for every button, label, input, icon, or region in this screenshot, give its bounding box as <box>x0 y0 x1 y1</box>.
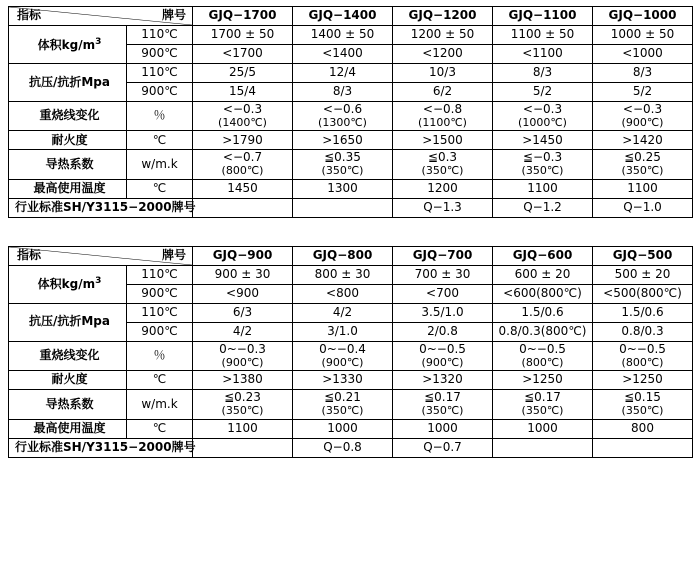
condition-cell: 110℃ <box>127 303 193 322</box>
value-cell <box>393 102 493 131</box>
header-model-cell: GJQ−500 <box>593 246 693 265</box>
value-cell: 1100 <box>593 179 693 198</box>
value-cell <box>593 102 693 131</box>
value-condition: (350℃) <box>221 404 264 418</box>
value-main: ≦0.15 <box>624 390 661 405</box>
header-index-label: 指标 <box>17 248 42 263</box>
value-cell: <1200 <box>393 45 493 64</box>
value-cell: 8/3 <box>493 64 593 83</box>
header-model-label: 牌号 <box>161 247 186 262</box>
header-corner-diagonal-cell <box>9 7 193 26</box>
value-cell: 5/2 <box>593 83 693 102</box>
value-cell <box>293 390 393 419</box>
property-name-cell: 重烧线变化 <box>9 341 127 370</box>
header-model-cell: GJQ−700 <box>393 246 493 265</box>
table-row <box>9 150 693 179</box>
header-model-cell: GJQ−1100 <box>493 7 593 26</box>
header-model-cell: GJQ−1400 <box>293 7 393 26</box>
value-cell: >1420 <box>593 131 693 150</box>
value-condition: (1400℃) <box>218 115 267 129</box>
standard-value-cell: Q−1.3 <box>393 198 493 217</box>
value-cell: 1200 <box>393 179 493 198</box>
value-cell: 3/1.0 <box>293 322 393 341</box>
value-cell: <1000 <box>593 45 693 64</box>
standard-value-cell <box>493 438 593 457</box>
value-cell: >1250 <box>493 371 593 390</box>
table-row <box>9 341 693 370</box>
standard-value-cell: Q−1.0 <box>593 198 693 217</box>
value-condition: (350℃) <box>321 404 364 418</box>
property-name-cell: 最高使用温度 <box>9 419 127 438</box>
standard-row <box>9 438 693 457</box>
value-cell: >1790 <box>193 131 293 150</box>
value-cell: 1000 <box>493 419 593 438</box>
value-cell: <1100 <box>493 45 593 64</box>
table-row <box>9 419 693 438</box>
value-cell <box>493 341 593 370</box>
value-cell: 1000 <box>393 419 493 438</box>
value-main: <−0.3 <box>222 102 263 116</box>
condition-cell: ℃ <box>127 179 193 198</box>
header-model-label: 牌号 <box>161 8 186 22</box>
condition-cell: 900℃ <box>127 284 193 303</box>
value-cell <box>493 390 593 419</box>
value-main: ≦0.21 <box>324 390 361 405</box>
value-main: <−0.3 <box>622 102 663 116</box>
value-cell <box>593 341 693 370</box>
value-cell: <800 <box>293 284 393 303</box>
value-main: ≦−0.3 <box>522 150 563 165</box>
value-condition: (1000℃) <box>518 115 567 129</box>
spec-sheet <box>0 6 700 564</box>
value-cell: 1.5/0.6 <box>593 303 693 322</box>
value-cell: >1330 <box>293 371 393 390</box>
value-cell: >1320 <box>393 371 493 390</box>
value-cell: <600(800℃) <box>493 284 593 303</box>
standard-label-cell: 行业标准SH/Y3115−2000牌号 <box>9 438 193 457</box>
value-condition: (350℃) <box>421 404 464 418</box>
value-cell: <500(800℃) <box>593 284 693 303</box>
value-condition: (350℃) <box>321 164 364 178</box>
value-condition: (350℃) <box>521 164 564 178</box>
value-cell: 1.5/0.6 <box>493 303 593 322</box>
value-cell <box>293 102 393 131</box>
header-model-cell: GJQ−1000 <box>593 7 693 26</box>
value-main: <−0.8 <box>422 102 463 116</box>
value-cell: 8/3 <box>593 64 693 83</box>
value-cell: 4/2 <box>293 303 393 322</box>
value-cell: 2/0.8 <box>393 322 493 341</box>
header-model-cell: GJQ−1700 <box>193 7 293 26</box>
standard-value-cell <box>593 438 693 457</box>
value-condition: (350℃) <box>421 164 464 178</box>
standard-label-cell: 行业标准SH/Y3115−2000牌号 <box>9 198 193 217</box>
value-cell: 6/3 <box>193 303 293 322</box>
condition-cell: 900℃ <box>127 322 193 341</box>
condition-cell: ％ <box>127 102 193 131</box>
value-cell: 1400 ± 50 <box>293 26 393 45</box>
value-main: ≦0.35 <box>324 150 361 165</box>
value-main: ≦0.25 <box>624 150 661 165</box>
condition-cell: ℃ <box>127 371 193 390</box>
value-cell: 4/2 <box>193 322 293 341</box>
condition-cell: 900℃ <box>127 83 193 102</box>
standard-value-cell: Q−1.2 <box>493 198 593 217</box>
standard-row <box>9 198 693 217</box>
value-cell <box>593 150 693 179</box>
value-condition: (350℃) <box>521 404 564 418</box>
table-row <box>9 102 693 131</box>
condition-cell: ％ <box>127 341 193 370</box>
value-main: <−0.6 <box>322 102 363 116</box>
value-cell <box>293 150 393 179</box>
header-model-cell: GJQ−1200 <box>393 7 493 26</box>
value-main: 0~−0.5 <box>619 341 666 356</box>
value-main: 0~−0.5 <box>519 341 566 356</box>
table-row <box>9 64 693 83</box>
property-name-cell: 体积$kg/m^3$ <box>9 26 127 64</box>
value-cell <box>593 390 693 419</box>
standard-value-cell <box>293 198 393 217</box>
table-row <box>9 390 693 419</box>
header-index-label: 指标 <box>17 8 42 23</box>
value-cell <box>393 150 493 179</box>
value-main: ≦0.17 <box>524 390 561 405</box>
spec-table-bottom <box>8 246 693 458</box>
value-cell <box>393 341 493 370</box>
value-main: <−0.3 <box>522 102 563 116</box>
value-cell: >1380 <box>193 371 293 390</box>
value-cell: 1450 <box>193 179 293 198</box>
value-cell <box>393 390 493 419</box>
value-cell: 1000 <box>293 419 393 438</box>
condition-cell: 110℃ <box>127 265 193 284</box>
table-row <box>9 371 693 390</box>
standard-value-cell: Q−0.8 <box>293 438 393 457</box>
value-cell: 1300 <box>293 179 393 198</box>
value-main: 0~−0.5 <box>419 341 466 356</box>
value-cell: >1500 <box>393 131 493 150</box>
value-cell: 600 ± 20 <box>493 265 593 284</box>
value-condition: (800℃) <box>521 355 564 369</box>
condition-cell: 110℃ <box>127 26 193 45</box>
table-header-row <box>9 7 693 26</box>
value-cell: 25/5 <box>193 64 293 83</box>
table-bottom-body <box>9 246 693 457</box>
value-cell: 3.5/1.0 <box>393 303 493 322</box>
property-name-cell: 导热系数 <box>9 150 127 179</box>
value-cell: 500 ± 20 <box>593 265 693 284</box>
property-superscript: 3 <box>95 276 102 287</box>
condition-cell: ℃ <box>127 419 193 438</box>
table-row <box>9 303 693 322</box>
condition-cell: w/m.k <box>127 390 193 419</box>
property-name-cell: 耐火度 <box>9 371 127 390</box>
value-condition: (350℃) <box>621 164 664 178</box>
value-cell: >1650 <box>293 131 393 150</box>
value-condition: (1300℃) <box>318 115 367 129</box>
table-row <box>9 265 693 284</box>
value-main: ≦0.3 <box>427 150 458 165</box>
value-cell: 10/3 <box>393 64 493 83</box>
value-cell <box>193 341 293 370</box>
value-cell: <1400 <box>293 45 393 64</box>
value-cell <box>493 150 593 179</box>
value-cell <box>193 102 293 131</box>
property-name-cell: 导热系数 <box>9 390 127 419</box>
value-cell: 1100 ± 50 <box>493 26 593 45</box>
property-name-cell: 抗压/抗折Mpa <box>9 303 127 341</box>
header-model-cell: GJQ−600 <box>493 246 593 265</box>
spec-table-top <box>8 6 693 218</box>
value-cell: 5/2 <box>493 83 593 102</box>
condition-cell: ℃ <box>127 131 193 150</box>
value-condition: (350℃) <box>621 404 664 418</box>
table-row <box>9 26 693 45</box>
value-cell: >1450 <box>493 131 593 150</box>
value-cell: 1200 ± 50 <box>393 26 493 45</box>
value-cell: 700 ± 30 <box>393 265 493 284</box>
header-corner-diagonal-cell <box>9 246 193 265</box>
property-superscript: 3 <box>95 36 102 47</box>
condition-cell: 900℃ <box>127 45 193 64</box>
value-condition: (800℃) <box>221 164 264 178</box>
value-cell: 0.8/0.3(800℃) <box>493 322 593 341</box>
table-row <box>9 179 693 198</box>
property-name-cell: 体积$kg/m^3$ <box>9 265 127 303</box>
table-header-row <box>9 246 693 265</box>
property-name-cell: 耐火度 <box>9 131 127 150</box>
value-cell: <900 <box>193 284 293 303</box>
value-condition: (900℃) <box>321 355 364 369</box>
condition-cell: w/m.k <box>127 150 193 179</box>
value-cell <box>293 341 393 370</box>
value-cell: 900 ± 30 <box>193 265 293 284</box>
value-cell: 1000 ± 50 <box>593 26 693 45</box>
value-cell: 15/4 <box>193 83 293 102</box>
property-name-cell: 最高使用温度 <box>9 179 127 198</box>
value-cell: 800 ± 30 <box>293 265 393 284</box>
property-name-cell: 抗压/抗折Mpa <box>9 64 127 102</box>
table-top-body <box>9 7 693 218</box>
standard-value-cell <box>193 198 293 217</box>
value-cell <box>193 150 293 179</box>
value-condition: (900℃) <box>621 115 664 129</box>
value-condition: (1100℃) <box>418 115 467 129</box>
value-cell: <1700 <box>193 45 293 64</box>
value-main: ≦0.23 <box>224 390 261 405</box>
value-cell: 1700 ± 50 <box>193 26 293 45</box>
standard-value-cell: Q−0.7 <box>393 438 493 457</box>
property-name-cell: 重烧线变化 <box>9 102 127 131</box>
value-cell: 800 <box>593 419 693 438</box>
header-model-cell: GJQ−800 <box>293 246 393 265</box>
value-condition: (900℃) <box>421 355 464 369</box>
value-main: ≦0.17 <box>424 390 461 405</box>
value-cell <box>493 102 593 131</box>
standard-value-cell <box>193 438 293 457</box>
value-cell: 12/4 <box>293 64 393 83</box>
value-condition: (900℃) <box>221 355 264 369</box>
header-model-cell: GJQ−900 <box>193 246 293 265</box>
value-cell: >1250 <box>593 371 693 390</box>
table-row <box>9 131 693 150</box>
value-cell: 6/2 <box>393 83 493 102</box>
value-main: <−0.7 <box>222 150 263 165</box>
value-cell: 1100 <box>493 179 593 198</box>
value-main: 0~−0.4 <box>319 341 366 356</box>
value-cell: <700 <box>393 284 493 303</box>
condition-cell: 110℃ <box>127 64 193 83</box>
table-gap <box>0 218 700 240</box>
value-main: 0~−0.3 <box>219 341 266 356</box>
value-cell: 0.8/0.3 <box>593 322 693 341</box>
value-cell: 1100 <box>193 419 293 438</box>
value-condition: (800℃) <box>621 355 664 369</box>
value-cell: 8/3 <box>293 83 393 102</box>
value-cell <box>193 390 293 419</box>
